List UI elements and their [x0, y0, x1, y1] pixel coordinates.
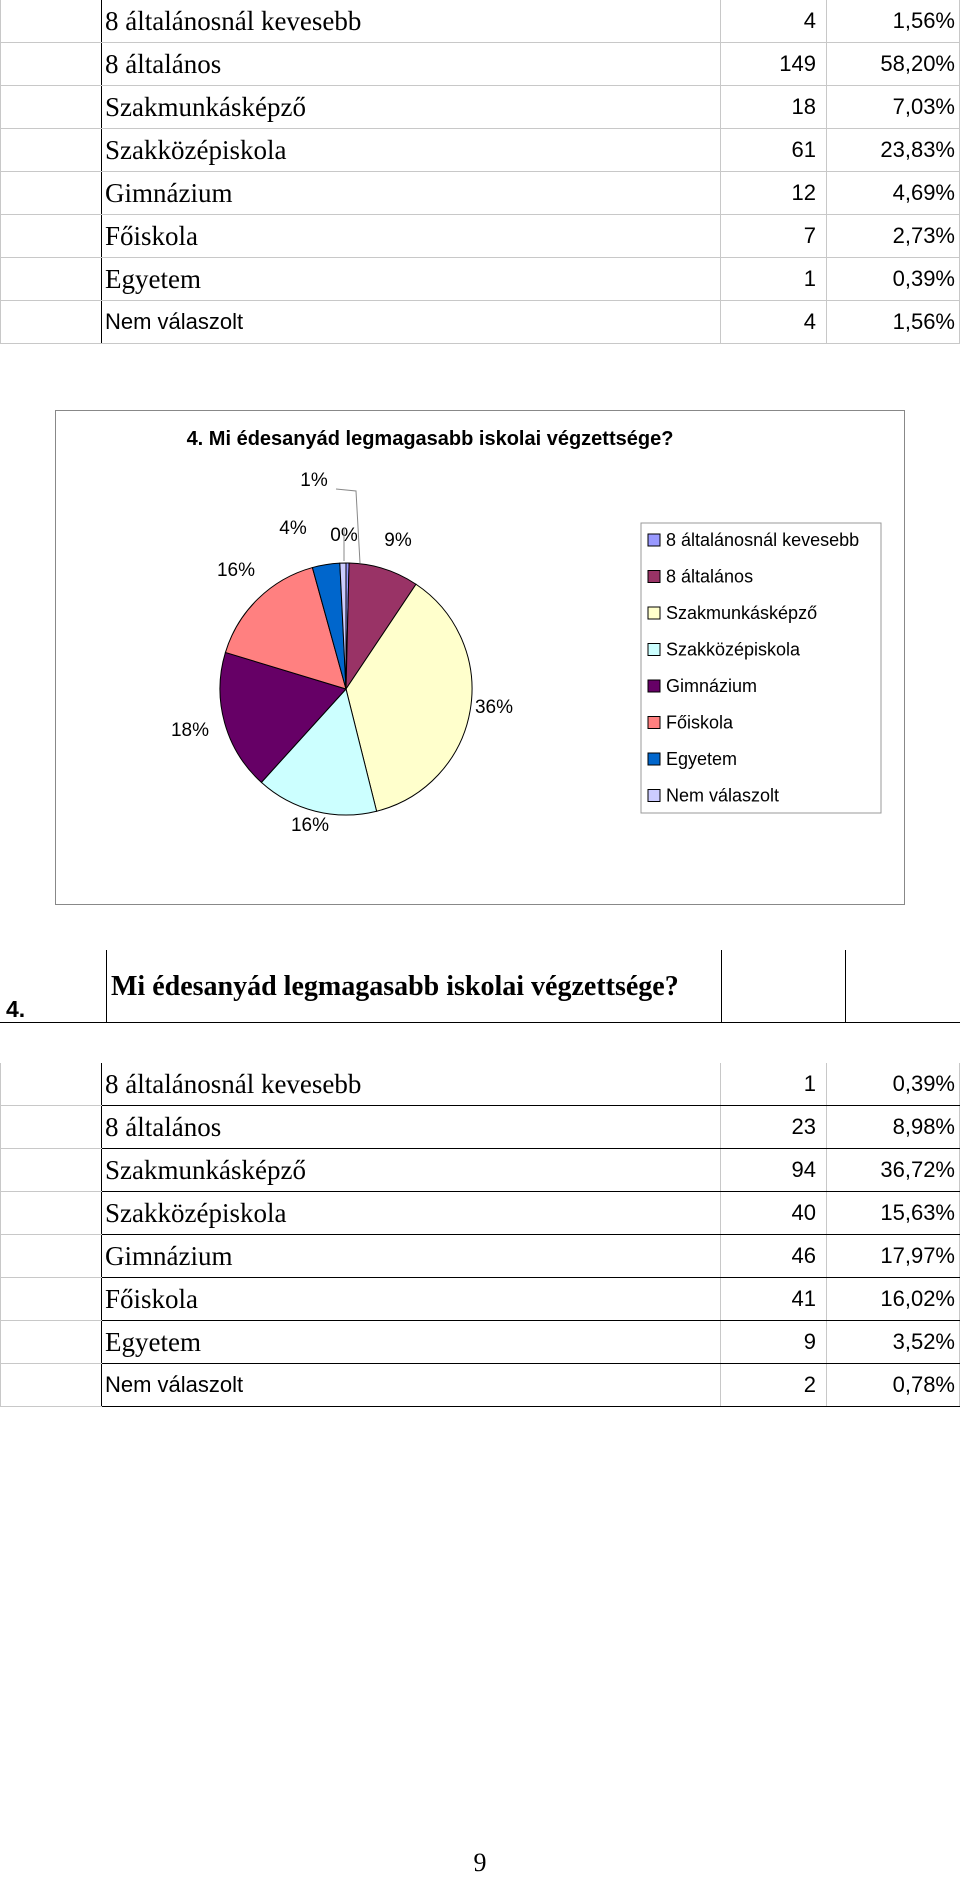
- legend-swatch: [648, 607, 660, 619]
- table-row: [1, 1321, 960, 1364]
- row-count: 94: [721, 1149, 827, 1192]
- legend-swatch: [648, 680, 660, 692]
- pie-data-label: 18%: [170, 720, 210, 741]
- question-text: Mi édesanyád legmagasabb iskolai végzettsége?: [107, 950, 722, 1023]
- pie-data-label: 0%: [330, 525, 358, 546]
- pie-data-label: 16%: [216, 560, 256, 581]
- row-count: 149: [721, 43, 827, 86]
- row-percent: 1,56%: [827, 0, 960, 43]
- row-count: 12: [721, 172, 827, 215]
- pie-chart-svg: [56, 411, 904, 904]
- pie-slices: [220, 563, 472, 815]
- legend-swatch: [648, 790, 660, 802]
- row-percent: 4,69%: [827, 172, 960, 215]
- row-count: 1: [721, 1063, 827, 1106]
- row-percent: 15,63%: [827, 1192, 960, 1235]
- row-count: 4: [721, 0, 827, 43]
- table-row: [1, 0, 960, 43]
- row-percent: 23,83%: [827, 129, 960, 172]
- divider: [0, 1022, 960, 1023]
- pie-data-label: 9%: [384, 530, 412, 551]
- legend-label: Szakmunkásképző: [666, 603, 818, 623]
- pie-data-label: 16%: [290, 815, 330, 836]
- row-label: Szakközépiskola: [102, 1192, 721, 1235]
- row-count: 18: [721, 86, 827, 129]
- question-header: [0, 950, 960, 1023]
- table-row: [1, 129, 960, 172]
- legend-swatch: [648, 534, 660, 546]
- table-row: [1, 1235, 960, 1278]
- table-row: [1, 215, 960, 258]
- row-label: Főiskola: [102, 215, 721, 258]
- row-label: Egyetem: [102, 258, 721, 301]
- table-row: [1, 86, 960, 129]
- table-row: [1, 1278, 960, 1321]
- row-label: 8 általánosnál kevesebb: [102, 0, 721, 43]
- row-count: 7: [721, 215, 827, 258]
- row-percent: 3,52%: [827, 1321, 960, 1364]
- pie-chart: [55, 410, 905, 905]
- chart-title: 4. Mi édesanyád legmagasabb iskolai végzettsége?: [186, 428, 674, 450]
- row-label: Szakmunkásképző: [102, 86, 721, 129]
- legend-label: Szakközépiskola: [666, 639, 801, 660]
- chart-legend: [641, 523, 881, 813]
- row-count: 41: [721, 1278, 827, 1321]
- legend-swatch: [648, 571, 660, 583]
- row-percent: 17,97%: [827, 1235, 960, 1278]
- row-percent: 16,02%: [827, 1278, 960, 1321]
- pie-data-label: 36%: [474, 697, 514, 718]
- table-row: [1, 1149, 960, 1192]
- row-label: Szakmunkásképző: [102, 1149, 721, 1192]
- legend-label: 8 általánosnál kevesebb: [666, 530, 860, 550]
- row-label: Nem válaszolt: [102, 1364, 721, 1407]
- row-count: 1: [721, 258, 827, 301]
- legend-swatch: [648, 717, 660, 729]
- row-count: 61: [721, 129, 827, 172]
- legend-label: 8 általános: [666, 566, 754, 587]
- row-label: Egyetem: [102, 1321, 721, 1364]
- row-count: 23: [721, 1106, 827, 1149]
- top-results-table: [0, 0, 960, 344]
- row-label: 8 általánosnál kevesebb: [102, 1063, 721, 1106]
- row-percent: 2,73%: [827, 215, 960, 258]
- legend-label: Gimnázium: [666, 676, 758, 696]
- legend-swatch: [648, 644, 660, 656]
- table-row: [1, 301, 960, 344]
- row-percent: 36,72%: [827, 1149, 960, 1192]
- row-percent: 1,56%: [827, 301, 960, 344]
- page-number: 9: [473, 1848, 487, 1877]
- question-number: 4.: [0, 950, 107, 1023]
- row-label: Gimnázium: [102, 172, 721, 215]
- row-count: 4: [721, 301, 827, 344]
- table-row: [1, 1106, 960, 1149]
- row-label: 8 általános: [102, 1106, 721, 1149]
- row-percent: 0,39%: [827, 258, 960, 301]
- table-row: [1, 1364, 960, 1407]
- row-label: Szakközépiskola: [102, 129, 721, 172]
- table-row: [1, 172, 960, 215]
- pie-data-label: 4%: [279, 518, 307, 539]
- row-count: 40: [721, 1192, 827, 1235]
- table-row: [1, 1192, 960, 1235]
- row-percent: 0,39%: [827, 1063, 960, 1106]
- row-count: 46: [721, 1235, 827, 1278]
- row-percent: 8,98%: [827, 1106, 960, 1149]
- row-label: Nem válaszolt: [102, 301, 721, 344]
- legend-label: Nem válaszolt: [666, 785, 780, 806]
- legend-label: Főiskola: [666, 712, 734, 733]
- row-percent: 7,03%: [827, 86, 960, 129]
- row-label: Főiskola: [102, 1278, 721, 1321]
- legend-label: Egyetem: [666, 749, 738, 769]
- row-count: 2: [721, 1364, 827, 1407]
- table-row: [1, 258, 960, 301]
- row-percent: 0,78%: [827, 1364, 960, 1407]
- bottom-results-table: [0, 1063, 960, 1407]
- row-percent: 58,20%: [827, 43, 960, 86]
- table-row: [1, 1063, 960, 1106]
- row-label: Gimnázium: [102, 1235, 721, 1278]
- pie-data-label: 1%: [300, 470, 328, 491]
- legend-swatch: [648, 753, 660, 765]
- table-row: [1, 43, 960, 86]
- row-label: 8 általános: [102, 43, 721, 86]
- row-count: 9: [721, 1321, 827, 1364]
